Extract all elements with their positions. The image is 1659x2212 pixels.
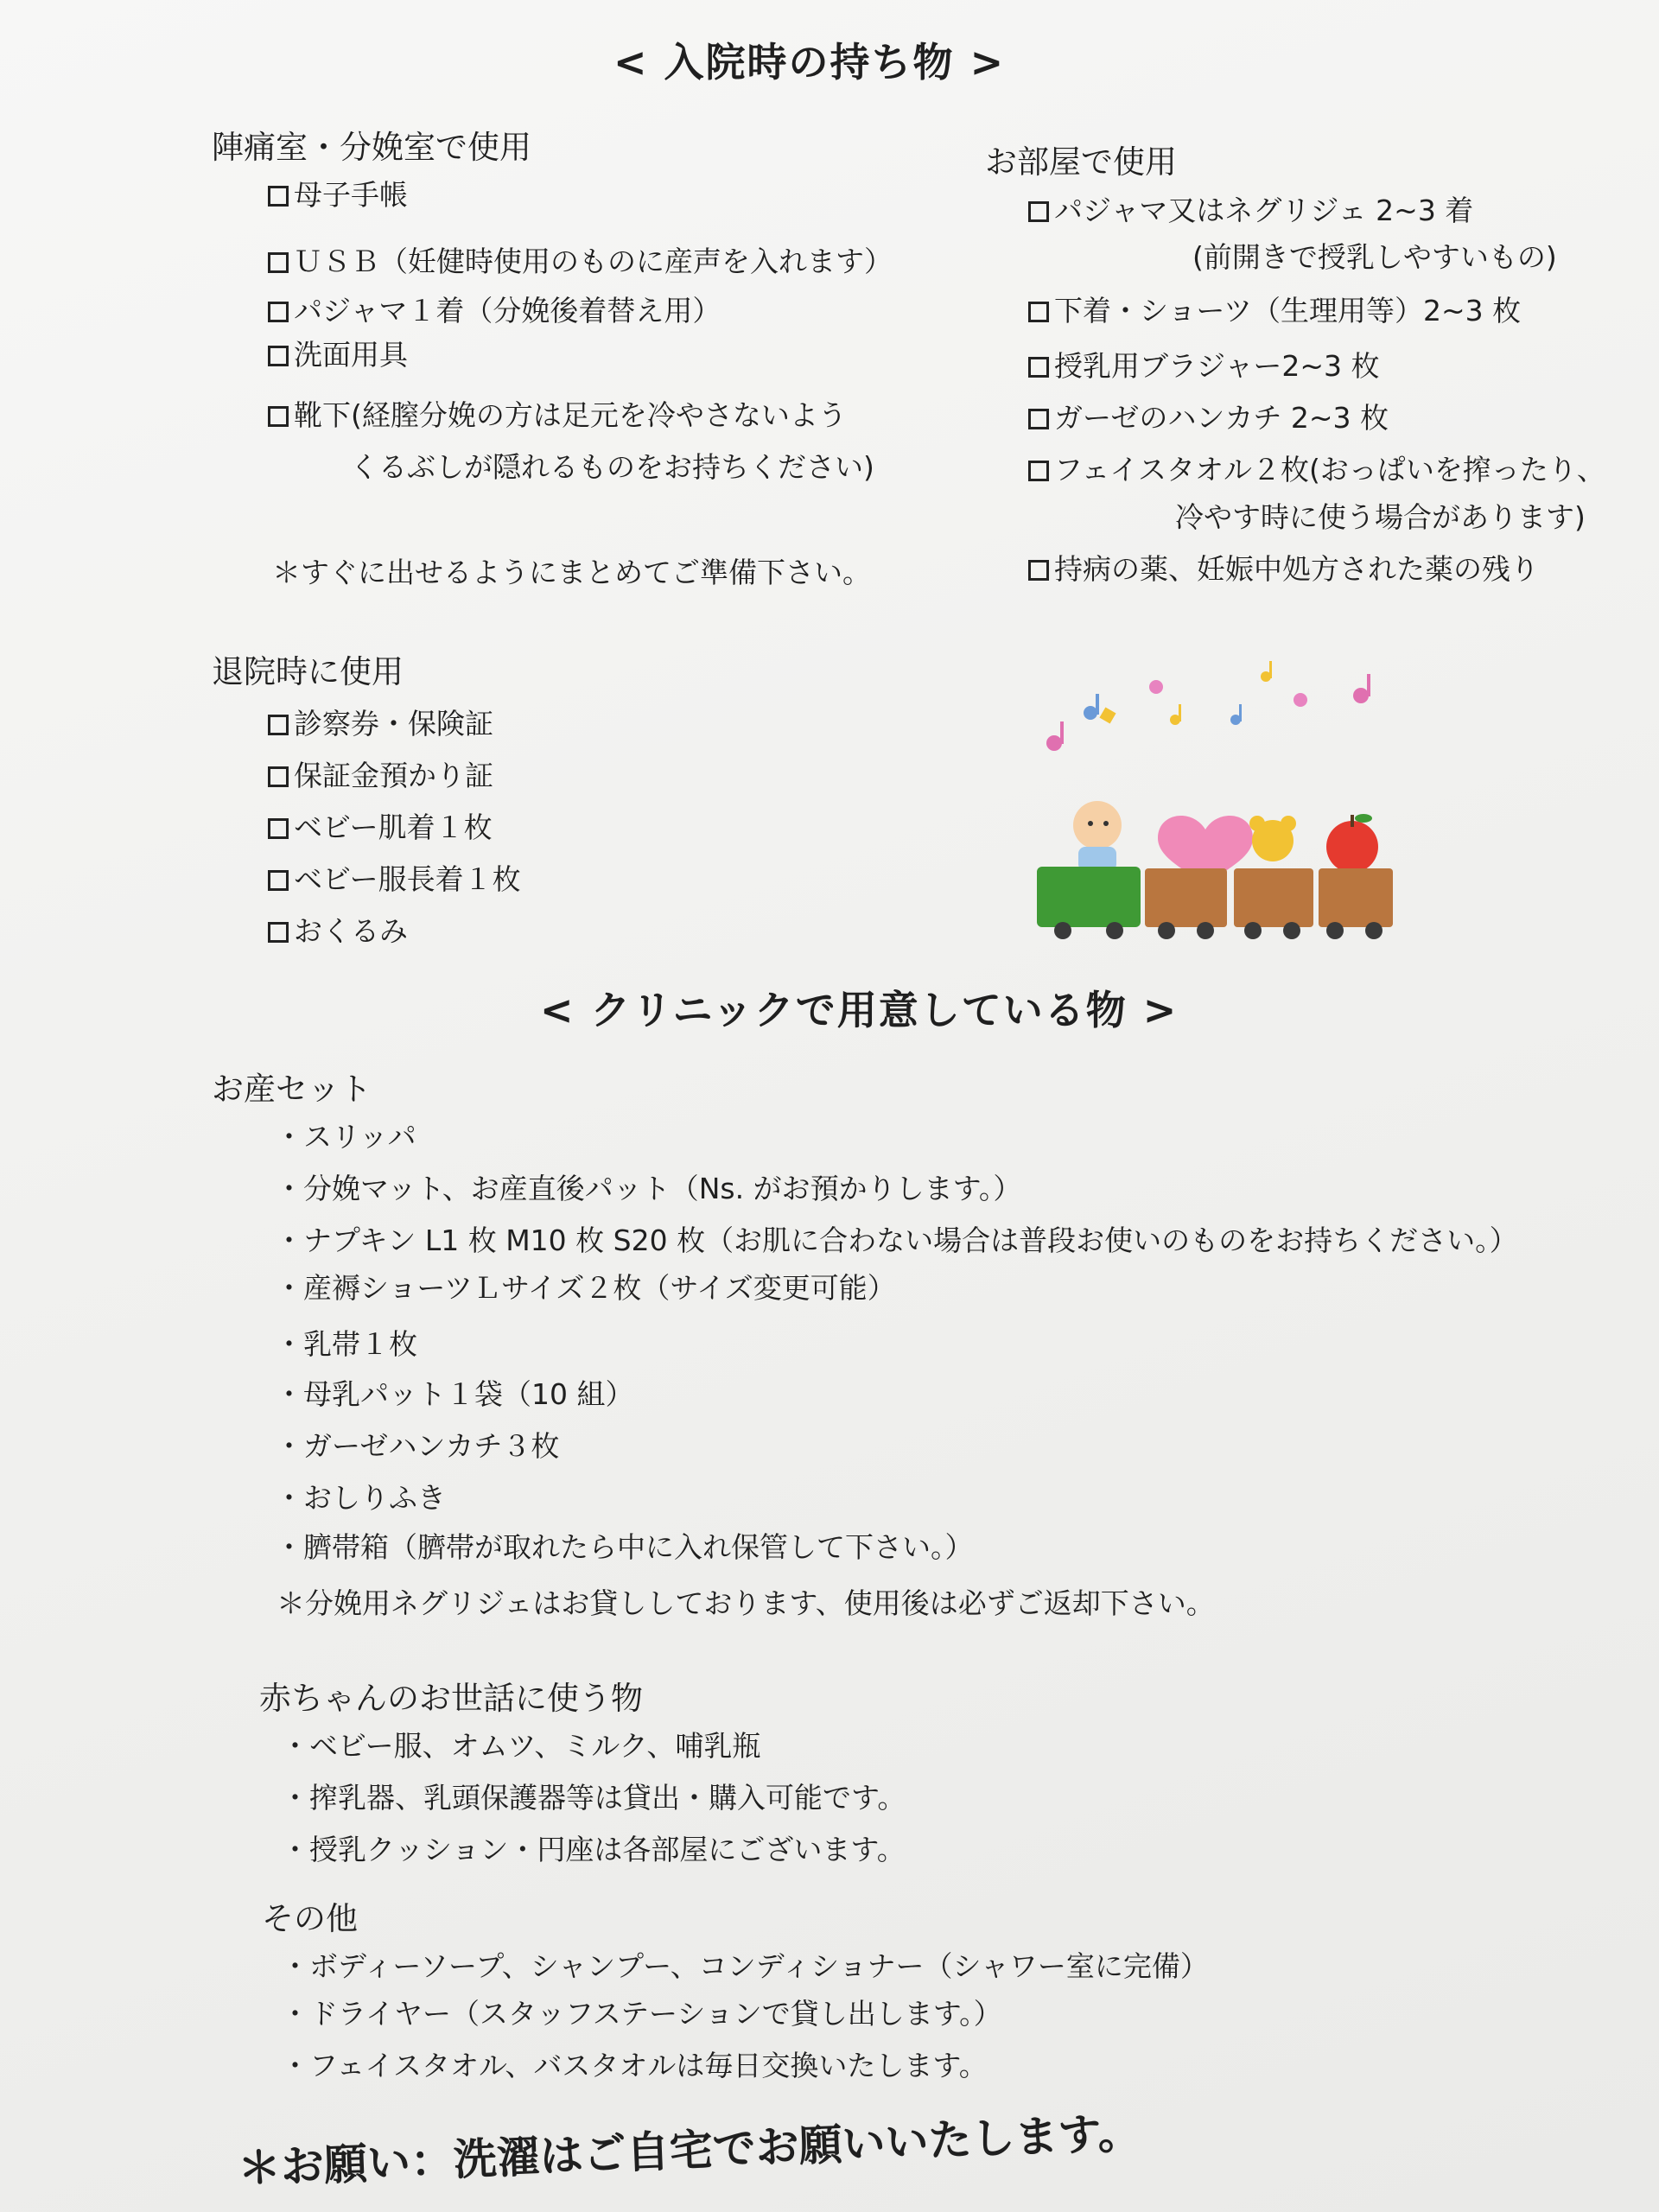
list-item: 洗面用具: [268, 333, 408, 373]
train-car: [1234, 868, 1313, 927]
checkbox-icon: [268, 346, 289, 366]
list-item: おくるみ: [268, 909, 408, 950]
bear-icon: [1249, 816, 1296, 861]
list-item: ・ドライヤー（スタッフステーションで貸し出します。）: [281, 1997, 1002, 2031]
list-item: 下着・ショーツ（生理用等）2~3 枚: [1028, 289, 1521, 329]
list-item: ・産褥ショーツＬサイズ２枚（サイズ変更可能）: [275, 1271, 896, 1305]
baby-icon: [1073, 801, 1122, 871]
final-request: ＊お願い：洗濯はご自宅でお願いいたします。: [236, 2107, 1142, 2194]
checkbox-icon: [268, 870, 289, 891]
list-item-continuation: 冷やす時に使う場合があります): [1175, 500, 1586, 534]
list-item: ガーゼのハンカチ 2~3 枚: [1028, 396, 1389, 436]
list-item: 診察券・保険証: [268, 702, 493, 742]
list-item: ベビー肌着１枚: [268, 805, 493, 846]
checkbox-icon: [268, 715, 289, 735]
list-item: フェイスタオル２枚(おっぱいを搾ったり、: [1028, 448, 1605, 488]
apple-icon: [1326, 814, 1378, 873]
train-car: [1145, 868, 1227, 927]
birth-set-note: ＊分娩用ネグリジェはお貸ししております、使用後は必ずご返却下さい。: [276, 1586, 1215, 1620]
checkbox-icon: [268, 302, 289, 322]
checkbox-icon: [1028, 201, 1049, 222]
list-item: ・分娩マット、お産直後パット（Ns. がお預かりします。）: [275, 1172, 1022, 1205]
labor-section-heading: 陣痛室・分娩室で使用: [212, 129, 531, 166]
list-item: ・ナプキン L1 枚 M10 枚 S20 枚（お肌に合わない場合は普段お使いのものをお持ちください。）: [275, 1224, 1518, 1257]
checkbox-icon: [268, 186, 289, 207]
birth-set-heading: お産セット: [212, 1071, 372, 1108]
list-item: ＵＳＢ（妊健時使用のものに産声を入れます）: [268, 239, 893, 280]
list-item: パジャマ１着（分娩後着替え用）: [268, 289, 721, 329]
list-item-continuation: くるぶしが隠れるものをお持ちください): [350, 450, 874, 484]
checkbox-icon: [1028, 461, 1049, 481]
list-item: パジャマ又はネグリジェ 2~3 着: [1028, 188, 1473, 229]
list-item: ・フェイスタオル、バスタオルは毎日交換いたします。: [281, 2049, 988, 2082]
list-item: ベビー服長着１枚: [268, 857, 521, 898]
list-item: ・搾乳器、乳頭保護器等は貸出・購入可能です。: [281, 1781, 906, 1815]
list-item: 持病の薬、妊娠中処方された薬の残り: [1028, 547, 1539, 588]
list-item: ・ベビー服、オムツ、ミルク、哺乳瓶: [281, 1729, 761, 1763]
list-item: ・ガーゼハンカチ３枚: [275, 1429, 560, 1463]
checkbox-icon: [268, 406, 289, 427]
list-item: ・母乳パット１袋（10 組）: [275, 1377, 634, 1411]
baby-train-illustration: [1028, 652, 1426, 946]
section-title-clinic: < クリニックで用意している物 >: [540, 987, 1179, 1033]
room-section-heading: お部屋で使用: [985, 143, 1177, 181]
list-item: ・おしりふき: [275, 1481, 446, 1515]
list-item-continuation: (前開きで授乳しやすいもの): [1192, 240, 1557, 274]
list-item: 靴下(経膣分娩の方は足元を冷やさないよう: [268, 393, 847, 434]
list-item: 授乳用ブラジャー2~3 枚: [1028, 344, 1379, 385]
checkbox-icon: [1028, 302, 1049, 322]
baby-care-heading: 赤ちゃんのお世話に使う物: [259, 1680, 643, 1717]
checkbox-icon: [1028, 357, 1049, 378]
list-item: ・スリッパ: [275, 1120, 416, 1154]
checkbox-icon: [268, 818, 289, 839]
train-car: [1319, 868, 1393, 927]
list-item: ・臍帯箱（臍帯が取れたら中に入れ保管して下さい。）: [275, 1530, 974, 1564]
checkbox-icon: [268, 766, 289, 787]
list-item: ・ボディーソープ、シャンプー、コンディショナー（シャワー室に完備）: [281, 1949, 1209, 1983]
labor-note: ＊すぐに出せるようにまとめてご準備下さい。: [272, 556, 871, 589]
list-item: ・乳帯１枚: [275, 1327, 417, 1361]
checkbox-icon: [268, 252, 289, 273]
other-heading: その他: [262, 1900, 358, 1937]
page-title: < 入院時の持ち物 >: [613, 39, 1006, 86]
discharge-section-heading: 退院時に使用: [212, 653, 404, 690]
checkbox-icon: [1028, 409, 1049, 429]
list-item: ・授乳クッション・円座は各部屋にございます。: [281, 1833, 906, 1866]
list-item: 母子手帳: [268, 173, 408, 213]
engine-car: [1037, 867, 1141, 927]
music-notes-icon: [1046, 661, 1370, 751]
checkbox-icon: [1028, 560, 1049, 581]
list-item: 保証金預かり証: [268, 753, 493, 794]
checkbox-icon: [268, 922, 289, 943]
